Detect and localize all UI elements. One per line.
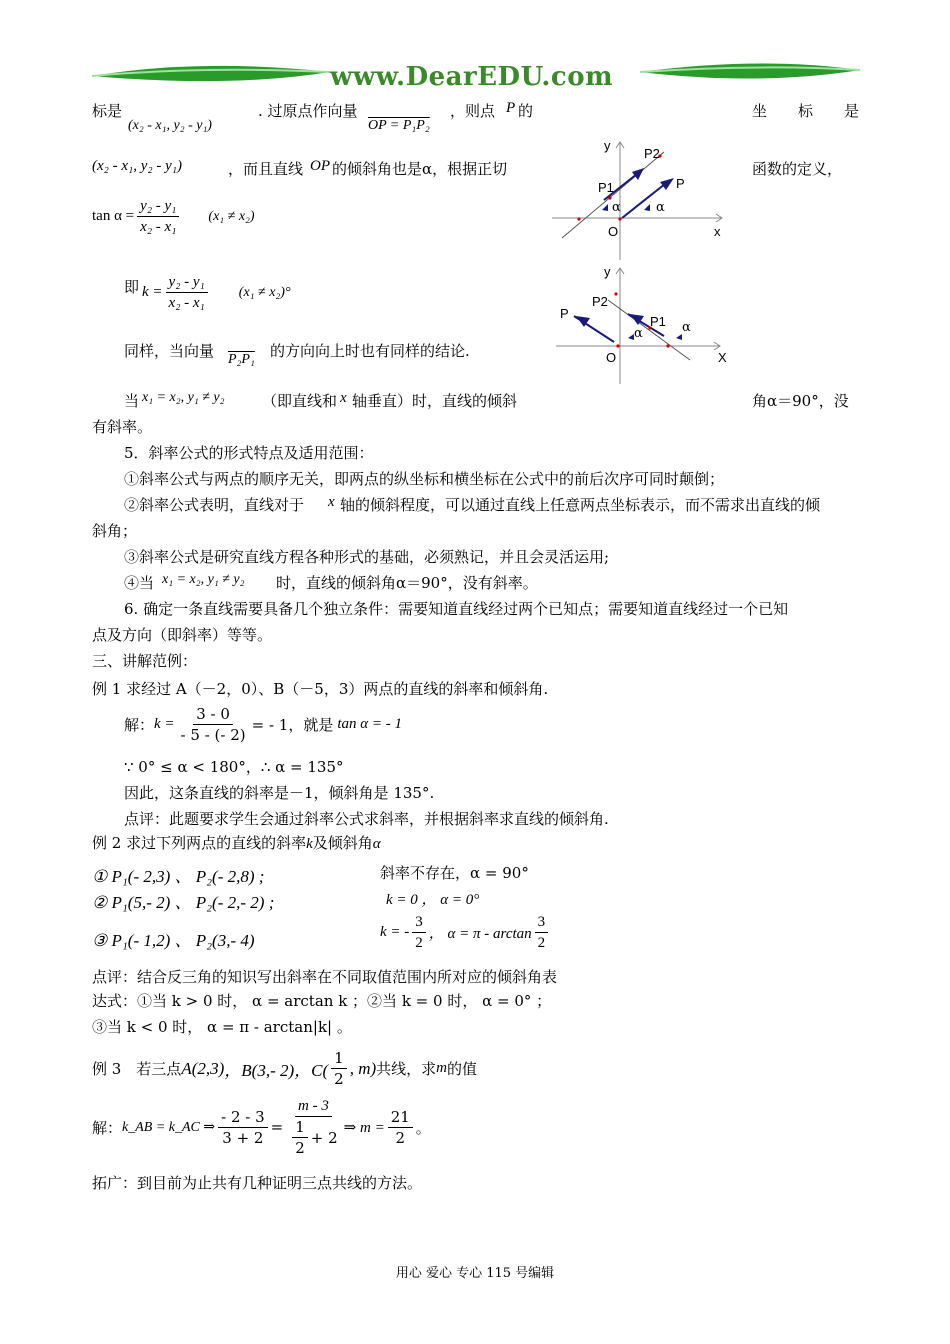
diagram1-p2-label: P2 xyxy=(644,146,660,161)
when-right: 角α＝90°，没 xyxy=(752,392,849,410)
ex2-a1: 斜率不存在，α = 90° xyxy=(380,864,529,882)
when-x: x xyxy=(340,390,347,406)
p1-text-d: 的 xyxy=(518,102,534,120)
k-formula xyxy=(142,272,291,313)
ex2-q1: ① P₁(- 2,3) 、 P₂(- 2,8) ; xyxy=(92,867,265,886)
ex1-since: ∵ 0° ≤ α < 180°，∴ α = 135° xyxy=(124,758,344,776)
p1-line2-right: 函数的定义， xyxy=(752,160,843,178)
ex1-comment: 点评：此题要求学生会通过斜率公式求斜率，并根据斜率求直线的倾斜角. xyxy=(124,810,609,828)
ex2-a3-frac1 xyxy=(412,912,426,953)
tan-num: y₂ - y₁ xyxy=(137,196,179,217)
ex3-title-m: m xyxy=(436,1060,448,1076)
k-fraction xyxy=(166,272,208,313)
ex1-fraction xyxy=(178,704,249,745)
diagram2-p-label: P xyxy=(560,306,569,321)
diagram2-p1-label: P1 xyxy=(650,314,666,329)
ex3-c-num: 1 xyxy=(331,1048,347,1069)
ex2-comment-c: ③当 k < 0 时， α = π - arctan|k| 。 xyxy=(92,1018,352,1036)
ex2-title-a: 例 2 求过下列两点的直线的斜率 xyxy=(92,834,307,852)
diagram1-alpha2: α xyxy=(656,200,665,215)
when-b: （即直线和 xyxy=(262,392,338,410)
p1-point-p: P xyxy=(506,100,516,116)
ex2-a3-mid: ， α = π - arctan xyxy=(428,926,532,942)
p1-vector-op: OP = P₁P₂ xyxy=(368,118,430,133)
when-d: 有斜率。 xyxy=(92,418,153,436)
section5-item2-x: x xyxy=(328,494,335,510)
diagram2-alpha2: α xyxy=(682,320,691,335)
ex3-f2-inner-frac xyxy=(292,1117,308,1158)
ex3-frac2 xyxy=(286,1096,340,1158)
ex3-point-a: A(2,3) xyxy=(181,1058,225,1078)
ex3-implies: ⇒ m = xyxy=(343,1119,385,1136)
ex3-title xyxy=(92,1048,477,1089)
ex2-q3: ③ P₁(- 1,2) 、 P₂(3,- 4) xyxy=(92,931,255,950)
section5-item2-b: 轴的倾斜程度，可以通过直线上任意两点坐标表示，而不需求出直线的倾 xyxy=(340,496,821,514)
tan-lhs: tan α = xyxy=(92,208,135,224)
p1-right-text: 坐 标 是 xyxy=(752,102,868,120)
ex2-title-b: 及倾斜角 xyxy=(312,834,373,852)
diagram1-p-label: P xyxy=(676,176,685,191)
ex2-a3-den: 2 xyxy=(412,932,426,953)
ex3-extend: 拓广：到目前为止共有几种证明三点共线的方法。 xyxy=(92,1174,423,1192)
ex3-sol-k: k_AB = k_AC ⇒ xyxy=(122,1119,216,1135)
section5-item1: ①斜率公式与两点的顺序无关，即两点的纵坐标和横坐标在公式中的前后次序可同时颠倒； xyxy=(124,470,725,488)
ex3-f3-den: 2 xyxy=(395,1128,406,1147)
ex1-sol-tan: tan α = - 1 xyxy=(337,716,403,732)
k-cond: (x₁ ≠ x₂)° xyxy=(238,284,291,300)
ex2-a3-num: 3 xyxy=(415,914,423,930)
when-c: 轴垂直）时，直线的倾斜 xyxy=(352,392,518,410)
ex1-sol-a: 解： xyxy=(124,716,155,734)
ex3-frac1 xyxy=(218,1107,268,1148)
ex3-f2-den xyxy=(286,1117,340,1158)
ex2-a3-den2: 2 xyxy=(535,932,549,953)
ex3-sol-a: 解： xyxy=(92,1118,123,1137)
ex1-den: - 5 - (- 2) xyxy=(180,726,246,744)
diagram1-o-label: O xyxy=(608,224,619,239)
tan-formula xyxy=(92,196,255,237)
tan-fraction xyxy=(137,196,179,237)
ex2-comment-b: 达式：①当 k > 0 时， α = arctan k ；②当 k = 0 时， α = 0° ； xyxy=(92,992,552,1010)
k-num: y₂ - y₁ xyxy=(166,272,208,293)
section5-item4-a: ④当 xyxy=(124,574,155,592)
ex3-f2-num: m - 3 xyxy=(295,1096,332,1117)
ex2-a3-frac2 xyxy=(535,912,549,953)
ex3-title-b: 共线，求 xyxy=(376,1060,437,1078)
p1-line2-a: ，而且直线 xyxy=(228,160,304,178)
tan-den: x₂ - x₁ xyxy=(140,219,177,235)
ji-label: 即 xyxy=(124,278,140,296)
p1-line2-coord: (x₂ - x₁, y₂ - y₁) xyxy=(92,158,182,174)
ex1-thus: 因此，这条直线的斜率是－1，倾斜角是 135°. xyxy=(124,784,435,802)
ex2-comment-a: 点评：结合反三角的知识写出斜率在不同取值范围内所对应的倾斜角表 xyxy=(92,968,558,986)
diagram2-alpha1: α xyxy=(634,326,643,341)
p1-label-a: 标是 xyxy=(92,102,123,120)
section5-title: 5．斜率公式的形式特点及适用范围： xyxy=(124,444,374,462)
k-den: x₂ - x₁ xyxy=(168,295,205,311)
diagram1-alpha1: α xyxy=(612,200,621,215)
ex3-f1-den: 3 + 2 xyxy=(222,1128,264,1147)
ex3-c-frac xyxy=(331,1048,347,1089)
when-a: 当 xyxy=(124,392,140,410)
diagram-vectors-upward xyxy=(552,138,732,262)
when-cond: x₁ = x₂, y₁ ≠ y₂ xyxy=(142,390,225,405)
tan-cond: (x₁ ≠ x₂) xyxy=(208,208,255,224)
section5-item3: ③斜率公式是研究直线方程各种形式的基础，必须熟记，并且会灵活运用; xyxy=(124,548,610,566)
ex3-f2-den-plus: + 2 xyxy=(310,1128,338,1147)
diagram2-p2-label: P2 xyxy=(592,294,608,309)
header-banner xyxy=(0,52,950,102)
ex3-f2-den-num: 1 xyxy=(292,1117,308,1138)
ex1-sol-k: k = xyxy=(154,716,175,732)
section6-text-b: 点及方向（即斜率）等等。 xyxy=(92,626,273,644)
ex3-eq: = xyxy=(270,1118,284,1136)
diagram1-svg xyxy=(552,138,732,262)
ex3-frac3 xyxy=(388,1107,413,1148)
ex3-point-b: ，B(3,- 2) xyxy=(224,1061,295,1080)
ex2-title-k: k xyxy=(306,836,313,852)
ex3-f2-den-den: 2 xyxy=(295,1139,305,1157)
same-vector: P₂P₁ xyxy=(228,352,255,367)
ex1-sol-c: ，就是 xyxy=(288,716,334,734)
ex2-a2: k = 0 ， α = 0° xyxy=(386,892,480,908)
ex2-a3-k: k = - xyxy=(380,924,410,940)
diagram1-y-label: y xyxy=(604,138,611,153)
p1-line2-b: 的倾斜角也是α，根据正切 xyxy=(332,160,508,178)
ex2-a3-num2: 3 xyxy=(537,914,546,930)
ex3-f1-num: - 2 - 3 xyxy=(218,1107,268,1128)
ex3-title-c: 的值 xyxy=(447,1060,478,1078)
section3-title: 三、讲解范例： xyxy=(92,652,198,670)
k-lhs: k = xyxy=(142,284,163,300)
p1-line2-op: OP xyxy=(310,158,330,174)
ex1-title: 例 1 求经过 A（－2，0）、B（－5，3）两点的直线的斜率和倾斜角. xyxy=(92,680,549,698)
diagram1-p1-label: P1 xyxy=(598,180,614,195)
ex1-num: 3 - 0 xyxy=(193,704,233,725)
p1-text-c: ，则点 xyxy=(450,102,496,120)
ex2-q2: ② P₁(5,- 2) 、 P₂(- 2,- 2) ; xyxy=(92,893,275,912)
diagram2-y-label: y xyxy=(604,264,611,279)
ex3-end: 。 xyxy=(415,1118,431,1137)
ex3-point-c-b: , m) xyxy=(349,1058,377,1078)
ex1-solution xyxy=(124,704,402,745)
ex3-point-c-a: ，C( xyxy=(294,1061,329,1080)
ex2-title-alpha: α xyxy=(372,836,381,852)
ex3-c-den: 2 xyxy=(334,1070,344,1088)
diagram2-o-label: O xyxy=(606,350,617,365)
section5-item4-cond: x₁ = x₂, y₁ ≠ y₂ xyxy=(162,572,245,587)
site-logo[interactable]: www.DearEDU.com xyxy=(330,62,614,92)
ex3-solution xyxy=(92,1096,431,1158)
diagram1-x-label: x xyxy=(714,224,721,239)
ex2-a3 xyxy=(380,912,551,953)
p1-text-b: . 过原点作向量 xyxy=(258,102,358,120)
page-footer: 用心 爱心 专心 115 号编辑 xyxy=(395,1266,555,1281)
same-b: 的方向向上时也有同样的结论. xyxy=(270,342,470,360)
diagram-vectors-downward xyxy=(552,264,732,388)
diagram2-x-label: X xyxy=(718,350,727,365)
section6-text-a: 6. 确定一条直线需要具备几个独立条件：需要知道直线经过两个已知点；需要知道直线经过一个已知 xyxy=(124,600,789,618)
ex1-sol-b: = - 1 xyxy=(251,715,289,734)
section5-item2-a: ②斜率公式表明，直线对于 xyxy=(124,496,305,514)
same-a: 同样，当向量 xyxy=(124,342,215,360)
ex3-f3-num: 21 xyxy=(388,1107,413,1128)
section5-item2-c: 斜角； xyxy=(92,522,138,540)
p1-coord: (x₂ - x₁, y₂ - y₁) xyxy=(128,118,212,133)
section5-item4-b: 时，直线的倾斜角α＝90°，没有斜率。 xyxy=(276,574,538,592)
ex2-title xyxy=(92,832,381,853)
ex3-title-a: 例 3 若三点 xyxy=(92,1060,182,1078)
